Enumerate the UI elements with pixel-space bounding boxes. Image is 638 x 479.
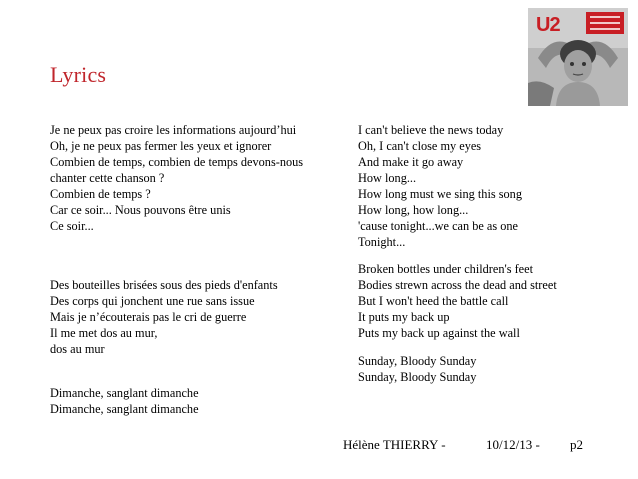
lyric-line: I can't believe the news today [358,123,504,137]
lyric-line: Tonight... [358,235,406,249]
french-stanza-2 [50,277,325,357]
lyric-line: Bodies strewn across the dead and street [358,278,557,292]
french-stanza-1 [50,122,325,234]
lyric-line: Car ce soir... Nous pouvons être unis [50,203,231,217]
english-stanza-1 [358,122,598,250]
lyric-line: Dimanche, sanglant dimanche [50,386,199,400]
album-cover-image [528,8,628,106]
footer-date: 10/12/13 - [486,437,540,452]
lyric-line: chanter cette chanson ? [50,171,165,185]
footer-page-number: p2 [570,437,583,452]
lyric-line: Combien de temps ? [50,187,151,201]
lyric-line: Ce soir... [50,219,94,233]
french-stanza-3 [50,385,325,417]
lyric-line: How long... [358,171,417,185]
lyric-line: dos au mur [50,342,105,356]
lyric-line: But I won't heed the battle call [358,294,509,308]
lyric-line: How long, how long... [358,203,469,217]
album-band-logo: U2 [536,14,560,36]
lyric-line: It puts my back up [358,310,450,324]
lyric-line: Dimanche, sanglant dimanche [50,402,199,416]
lyric-line: Sunday, Bloody Sunday [358,370,477,384]
lyric-line: Puts my back up against the wall [358,326,520,340]
lyric-line: Broken bottles under children's feet [358,262,534,276]
lyric-line: Il me met dos au mur, [50,326,158,340]
lyric-line: Je ne peux pas croire les informations aujourd’hui [50,123,297,137]
lyric-line: Combien de temps, combien de temps devons-nous [50,155,304,169]
lyric-line: And make it go away [358,155,464,169]
album-title-label [586,12,624,34]
lyric-line: Oh, I can't close my eyes [358,139,482,153]
footer-author: Hélène THIERRY - [343,437,446,452]
slide-title: Lyrics [50,62,107,87]
lyric-line: How long must we sing this song [358,187,522,201]
lyric-line: Des corps qui jonchent une rue sans issue [50,294,255,308]
lyric-line: Oh, je ne peux pas fermer les yeux et ignorer [50,139,272,153]
english-stanza-2 [358,261,598,341]
lyric-line: 'cause tonight...we can be as one [358,219,518,233]
english-stanza-3 [358,353,598,385]
lyric-line: Mais je n’écouterais pas le cri de guerre [50,310,247,324]
lyric-line: Des bouteilles brisées sous des pieds d'enfants [50,278,278,292]
lyric-line: Sunday, Bloody Sunday [358,354,477,368]
